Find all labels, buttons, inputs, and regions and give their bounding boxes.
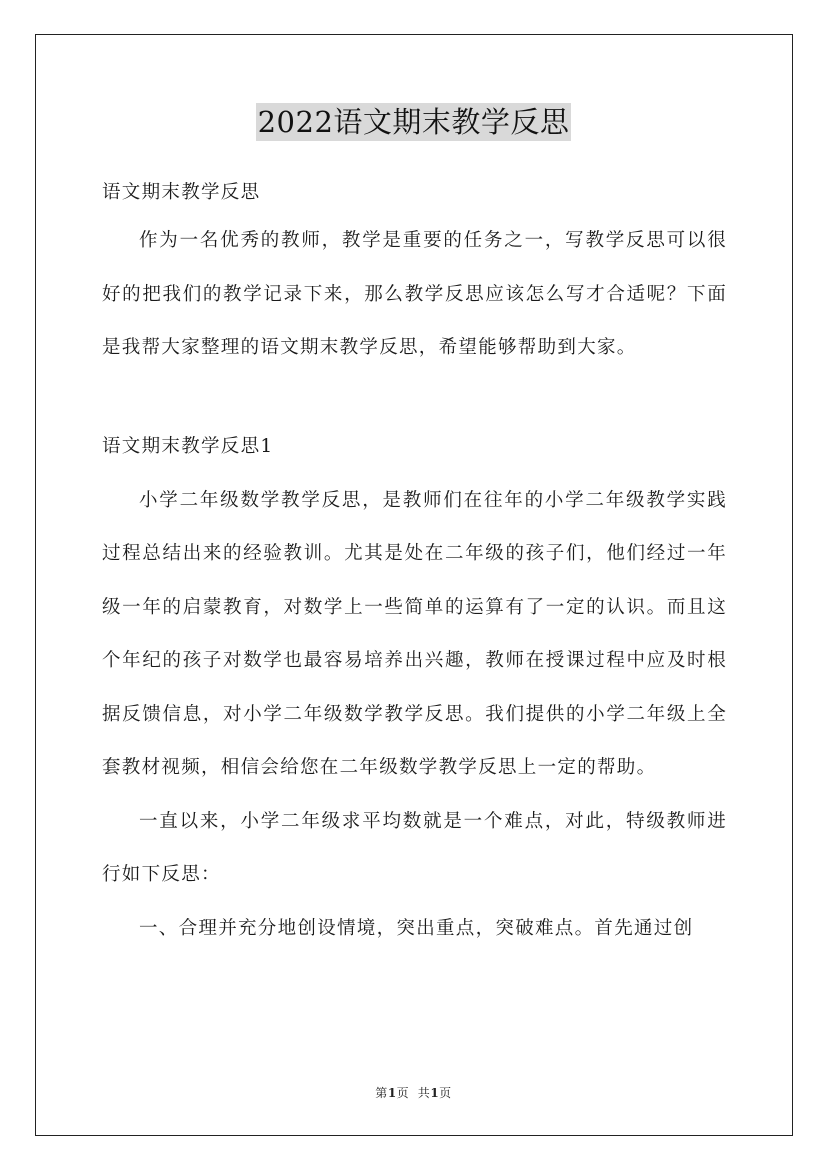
body-paragraph-2: 一直以来，小学二年级求平均数就是一个难点，对此，特级教师进行如下反思： bbox=[102, 810, 727, 885]
body-paragraph-1: 小学二年级数学教学反思，是教师们在往年的小学二年级教学实践过程总结出来的经验教训。尤其是处在二年级的孩子们，他们经过一年级一年的启蒙教育，对数学上一些简单的运算有了一定的认识。而且这个年纪的孩子对数学也最容易培养出兴趣，教师在授课过程中应及时根据反馈信息，对小学二年级数学教学反思。我们提供的小学二年级上全套教材视频，相信会给您在二年级数学教学反思上一定的帮助。 bbox=[102, 489, 727, 778]
footer-page-mid: 页 共 bbox=[396, 1086, 431, 1100]
footer-page-suffix: 页 bbox=[439, 1086, 452, 1100]
intro-paragraph: 作为一名优秀的教师，教学是重要的任务之一，写教学反思可以很好的把我们的教学记录下来，那么教学反思应该怎么写才合适呢？下面是我帮大家整理的语文期末教学反思，希望能够帮助到大家。 bbox=[102, 230, 727, 358]
title-container bbox=[0, 103, 827, 141]
body-paragraph-3: 一、合理并充分地创设情境，突出重点，突破难点。首先通过创 bbox=[139, 917, 694, 939]
footer-page-prefix: 第 bbox=[375, 1086, 388, 1100]
footer-page-total: 1 bbox=[430, 1086, 440, 1100]
footer-page-current: 1 bbox=[387, 1086, 397, 1100]
document-body bbox=[102, 172, 727, 955]
section-body bbox=[102, 474, 727, 956]
section-heading: 语文期末教学反思1 bbox=[102, 435, 274, 457]
document-title: 2022语文期末教学反思 bbox=[257, 105, 570, 139]
page-footer bbox=[0, 1084, 827, 1101]
spacer bbox=[102, 375, 727, 426]
document-subtitle: 语文期末教学反思 bbox=[102, 182, 261, 203]
